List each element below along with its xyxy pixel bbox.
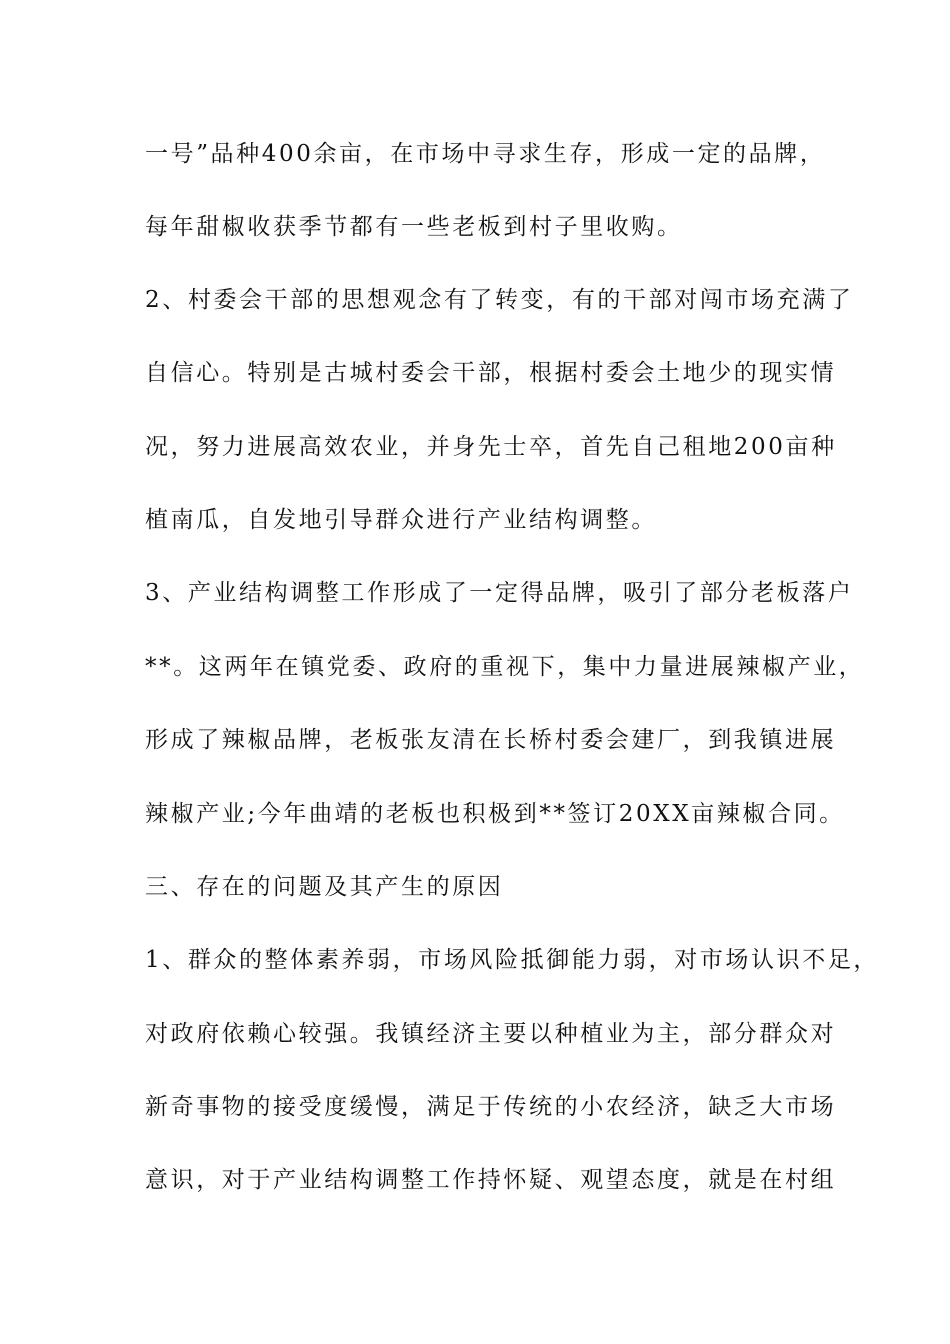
- text-line: 一号”品种400余亩，在市场中寻求生存，形成一定的品牌，: [145, 141, 826, 167]
- text-line: 植南瓜，自发地引导群众进行产业结构调整。: [145, 507, 657, 533]
- section-heading: 三、存在的问题及其产生的原因: [145, 874, 504, 900]
- text-line: 3、产业结构调整工作形成了一定得品牌，吸引了部分老板落户: [145, 580, 854, 606]
- text-line: 辣椒产业;今年曲靖的老板也积极到**签订20XX亩辣椒合同。: [145, 801, 845, 827]
- text-line: 2、村委会干部的思想观念有了转变，有的干部对闯市场充满了: [145, 287, 854, 313]
- text-line: 意识，对于产业结构调整工作持怀疑、观望态度，就是在村组: [145, 1167, 837, 1193]
- text-line: 新奇事物的接受度缓慢，满足于传统的小农经济，缺乏大市场: [145, 1094, 837, 1120]
- text-line: 1、群众的整体素养弱，市场风险抵御能力弱，对市场认识不足，: [145, 947, 880, 973]
- text-line: 每年甜椒收获季节都有一些老板到村子里收购。: [145, 214, 683, 240]
- text-line: 形成了辣椒品牌，老板张友清在长桥村委会建厂，到我镇进展: [145, 727, 837, 753]
- text-line: **。这两年在镇党委、政府的重视下，集中力量进展辣椒产业，: [145, 654, 865, 680]
- text-line: 况，努力进展高效农业，并身先士卒，首先自己租地200亩种: [145, 434, 837, 460]
- text-line: 对政府依赖心较强。我镇经济主要以种植业为主，部分群众对: [145, 1021, 837, 1047]
- text-line: 自信心。特别是古城村委会干部，根据村委会土地少的现实情: [145, 360, 837, 386]
